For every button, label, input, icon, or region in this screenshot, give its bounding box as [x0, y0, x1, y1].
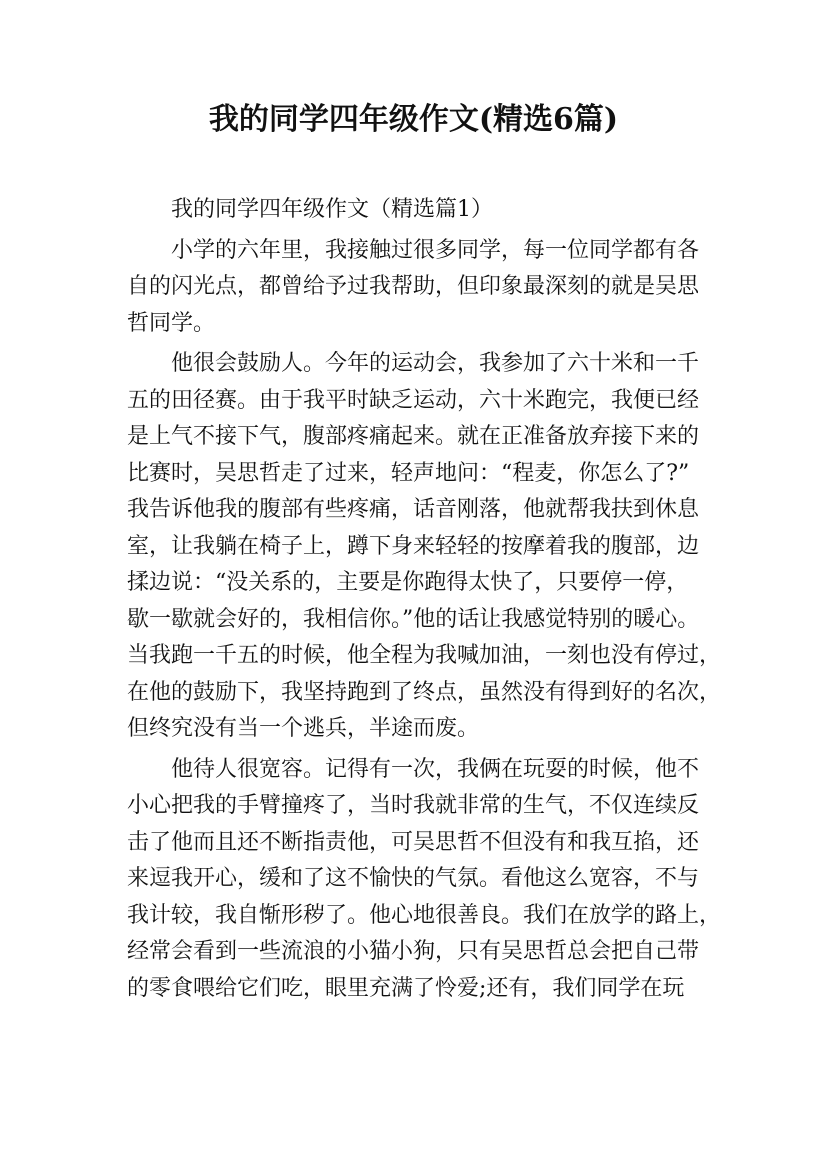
paragraph-line: 自的闪光点，都曾给予过我帮助，但印象最深刻的就是吴思: [127, 274, 700, 299]
paragraph-line: 室，让我躺在椅子上，蹲下身来轻轻的按摩着我的腹部，边: [127, 533, 700, 559]
paragraph-line: 来逗我开心，缓和了这不愉快的气氛。看他这么宽容，不与: [127, 866, 700, 891]
paragraph-line: 比赛时，吴思哲走了过来，轻声地问：“程麦，你怎么了?”: [127, 460, 690, 486]
paragraph-line: 是上气不接下气，腹部疼痛起来。就在正准备放弃接下来的: [127, 424, 700, 449]
paragraph-line: 哲同学。: [127, 310, 216, 336]
paragraph-line: 我告诉他我的腹部有些疼痛，话音刚落，他就帮我扶到休息: [127, 497, 700, 522]
paragraph-line: 五的田径赛。由于我平时缺乏运动，六十米跑完，我便已经: [127, 387, 700, 413]
paragraph-line: 歇一歇就会好的，我相信你。”他的话让我感觉特别的暖心。: [127, 606, 700, 632]
document-title: 我的同学四年级作文(精选6篇): [208, 102, 619, 137]
paragraph-line: 我计较，我自惭形秽了。他心地很善良。我们在放学的路上，: [127, 902, 722, 928]
paragraph-line: 击了他而且还不断指责他，可吴思哲不但没有和我互掐，还: [127, 829, 700, 855]
paragraph-line: 小心把我的手臂撞疼了，当时我就非常的生气，不仅连续反: [127, 793, 700, 818]
paragraph-line: 小学的六年里，我接触过很多同学，每一位同学都有各: [171, 237, 700, 263]
paragraph-line: 经常会看到一些流浪的小猫小狗，只有吴思哲总会把自己带: [127, 939, 700, 964]
paragraph-1: [127, 233, 707, 343]
document-body: [127, 192, 722, 1007]
paragraph-2: [127, 346, 722, 748]
paragraph-line: 揉边说：“没关系的，主要是你跑得太快了，只要停一停，: [127, 570, 689, 595]
paragraph-line: 他很会鼓励人。今年的运动会，我参加了六十米和一千: [171, 351, 700, 376]
paragraph-line: 在他的鼓励下，我坚持跑到了终点，虽然没有得到好的名次，: [127, 679, 722, 705]
paragraph-line: 但终究没有当一个逃兵，半途而废。: [127, 716, 480, 741]
paragraph-line: 他待人很宽容。记得有一次，我俩在玩耍的时候，他不: [171, 756, 700, 782]
paragraph-line: 的零食喂给它们吃，眼里充满了怜爱;还有，我们同学在玩: [127, 975, 685, 1001]
paragraph-line: 当我跑一千五的时候，他全程为我喊加油，一刻也没有停过，: [127, 643, 722, 668]
section-heading: 我的同学四年级作文（精选篇1）: [171, 197, 493, 222]
paragraph-3: [127, 752, 722, 1008]
